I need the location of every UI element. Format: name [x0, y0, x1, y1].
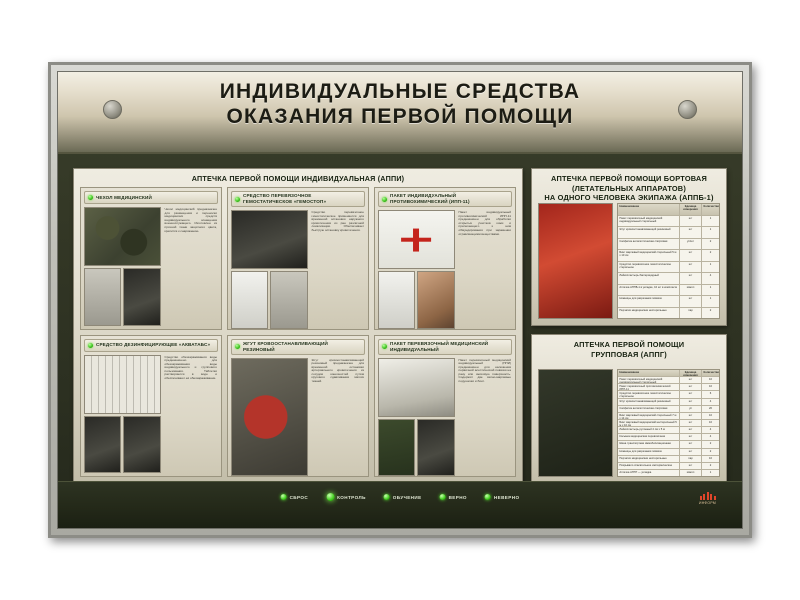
cell-name: Косынка медицинская перевязочная: [618, 434, 680, 440]
cell-qty: 10: [709, 385, 712, 389]
cell-name: Перчатки медицинские нестерильные: [618, 456, 680, 462]
panel-title-individual: АПТЕЧКА ПЕРВОЙ ПОМОЩИ ИНДИВИДУАЛЬНАЯ (АППИ): [191, 174, 405, 183]
cell-unit: шт: [680, 441, 702, 447]
cell-qty: 2: [709, 449, 712, 453]
panel-title-group: [532, 335, 726, 361]
group-body: [538, 369, 720, 477]
cell-label: ЧЕХОЛ МЕДИЦИНСКИЙ: [96, 194, 152, 200]
board-inner: [57, 71, 743, 529]
cell-body: [84, 355, 218, 474]
cell-unit: уп: [680, 406, 702, 412]
cell-unit: шт: [680, 227, 702, 238]
logo-bars-icon: [699, 491, 716, 500]
onboard-body: [538, 203, 720, 319]
cell-unit: шт: [680, 273, 702, 284]
photo-aquatabs-pack-2: [123, 416, 160, 473]
cell-name: Бинт марлевый медицинский стерильный 7 м х 14 см: [618, 413, 680, 419]
column-header-name: Наименование: [618, 204, 680, 215]
cell-unit: шт: [680, 262, 702, 273]
cell-unit: пар: [680, 308, 702, 319]
photo-medical-case: [84, 207, 161, 266]
panel-individual-kit: [73, 168, 523, 484]
cell-name: Бинт марлевый медицинский нестерильный 5 м х 10 см: [618, 420, 680, 426]
cell-description: Жгут кровоостанавливающий резиновый предназначен для временной остановки артериального кровотечения из сосудов конечностей путём кругового сдавливания мягких тканей.: [311, 357, 364, 384]
cell-unit: компл: [680, 285, 702, 296]
table-row: [618, 434, 719, 441]
logo-caption: ИНФОРМ: [699, 501, 716, 505]
cell-name: Покрывало спасательное изотермическое: [618, 463, 680, 469]
table-header-row: [618, 370, 719, 377]
cell-qty: 1: [709, 228, 712, 231]
cell-header: [84, 191, 218, 204]
cell-header: [231, 339, 365, 355]
group-title-2: ГРУППОВАЯ (АППГ): [591, 349, 667, 359]
photo-hemostop-pack: [231, 210, 308, 269]
photo-column: [378, 210, 455, 329]
green-led-icon: [485, 494, 491, 500]
green-led-icon: [382, 197, 387, 202]
cell-unit: компл: [680, 470, 702, 476]
item-grid: [80, 187, 516, 477]
cell-qty: 1: [709, 297, 712, 300]
control-strip: [58, 481, 742, 528]
table-row: [618, 456, 719, 463]
cell-name: Перчатки медицинские нестерильные: [618, 308, 680, 319]
control-buttons: [281, 493, 520, 501]
control-label: СБРОС: [289, 494, 309, 500]
board-content: [58, 154, 742, 528]
cell-header: [378, 191, 512, 207]
item-cell-aquatabs[interactable]: [80, 335, 222, 478]
green-led-icon: [384, 494, 390, 500]
cell-label: ПАКЕТ ПЕРЕВЯЗОЧНЫЙ МЕДИЦИНСКИЙ ИНДИВИДУАЛЬНЫЙ: [390, 340, 489, 352]
photo-hemostop-open: [231, 271, 268, 328]
cell-name: Средство перевязочное гемостатическое стерильное: [618, 391, 680, 397]
cell-qty: 10: [709, 456, 712, 460]
photo-ipp11-usage: [417, 271, 454, 328]
photo-row: [84, 268, 161, 325]
cell-name: Средство перевязочное гемостатическое стерильное: [618, 262, 680, 273]
cell-name: Салфетка антисептическая спиртовая: [618, 239, 680, 250]
cell-unit: пар: [680, 456, 702, 462]
column-header-qty: Количество: [703, 205, 719, 208]
onboard-title-2: (ЛЕТАТЕЛЬНЫХ АППАРАТОВ): [571, 183, 687, 193]
column-header-unit: Единица измерения: [680, 370, 702, 376]
cell-unit: шт: [680, 377, 702, 383]
table-row: [618, 463, 719, 470]
control-training[interactable]: [384, 494, 422, 500]
cell-qty: 2: [709, 239, 712, 243]
cell-unit: шт: [680, 427, 702, 433]
table-row: [618, 449, 719, 456]
table-row: [618, 296, 719, 308]
cell-unit: шт: [680, 413, 702, 419]
cell-unit: шт: [680, 391, 702, 397]
photo-row: [84, 416, 161, 473]
cell-qty: 1: [709, 216, 712, 220]
cell-description: Пакет индивидуальный противохимический ИПП-11 предназначен для обработки открытых участков кожи и прилегающего к ним обмундирования при заражении отравляющими веществами.: [458, 210, 511, 236]
cell-name: Ножницы для разрезания повязок: [618, 296, 680, 307]
control-label: НЕВЕРНО: [493, 494, 520, 500]
photo-ipp11-sachet: [378, 271, 415, 328]
cell-qty: 4: [709, 399, 712, 403]
green-led-icon: [235, 197, 240, 202]
cell-body: [378, 358, 512, 477]
green-led-icon: [281, 494, 287, 500]
cell-label: СРЕДСТВО ДЕЗИНФИЦИРУЮЩЕЕ «АКВАТАБС»: [96, 342, 211, 347]
green-led-icon: [382, 344, 387, 349]
panel-onboard-kit: [531, 168, 727, 326]
info-board: [48, 62, 752, 538]
table-row: [618, 427, 719, 434]
cell-qty: 1: [709, 285, 712, 289]
cell-unit: шт: [680, 434, 702, 440]
cell-unit: уп/шт: [680, 239, 702, 250]
photo-case-contents: [84, 268, 121, 325]
cell-unit: шт: [680, 449, 702, 455]
cell-name: Пакет перевязочный медицинский индивидуальный стерильный: [618, 216, 680, 227]
cell-name: Жгут кровоостанавливающий резиновый: [618, 227, 680, 238]
cell-name: Аптечка АППБ-1 в укладке, 10 шт в комплекте: [618, 285, 680, 296]
column-header-name: Наименование: [618, 370, 680, 376]
photo-aquatabs-pack-1: [84, 416, 121, 473]
cell-name: Бинт марлевый медицинский стерильный 5 м х 10 см: [618, 250, 680, 261]
control-incorrect[interactable]: [485, 494, 520, 500]
table-row: [618, 216, 719, 228]
table-row: [618, 391, 719, 398]
control-correct[interactable]: [440, 494, 467, 500]
cell-unit: шт: [680, 216, 702, 227]
item-cell-tourniquet[interactable]: [227, 335, 369, 478]
cell-qty: 2: [709, 463, 712, 467]
cell-label: СРЕДСТВО ПЕРЕВЯЗОЧНОЕ ГЕМОСТАТИЧЕСКОЕ «ГЕМОСТОП»: [243, 193, 327, 204]
cell-description: Чехол медицинский предназначен для размещения и переноски медицинских средств индивидуального оснащения военнослужащего. Изготовлен из прочной ткани защитного цвета, крепится к снаряжению.: [164, 207, 217, 233]
cell-header: [84, 339, 218, 352]
table-row: [618, 227, 719, 239]
photo-tourniquet: [231, 358, 308, 477]
green-led-icon: [88, 195, 93, 200]
cell-name: Салфетка антисептическая спиртовая: [618, 406, 680, 412]
photo-row: [378, 419, 455, 476]
table-row: [618, 413, 719, 420]
cell-qty: 4: [709, 274, 712, 277]
photo-row: [378, 271, 455, 328]
cell-description: Средство обеззараживания воды предназначено для обеззараживания воды индивидуального и группового пользования. Таблетки растворяются в воде и обеспечивают её обеззараживание.: [164, 354, 217, 381]
cell-qty: 10: [709, 413, 712, 417]
cell-unit: шт: [680, 296, 702, 307]
photo-column: [84, 207, 161, 326]
cell-body: [84, 207, 218, 326]
photo-dressing-pack: [378, 358, 455, 417]
table-row: [618, 406, 719, 413]
cell-qty: 10: [709, 378, 712, 382]
column-header-unit: Единица измерения: [680, 204, 702, 215]
title-line-1: ИНДИВИДУАЛЬНЫЕ СРЕДСТВА: [219, 80, 581, 103]
photo-dressing-bandage: [417, 419, 454, 476]
cell-qty: 2: [709, 251, 712, 254]
photo-hemostop-gauze: [270, 271, 307, 328]
control-label: ВЕРНО: [448, 494, 467, 500]
cell-body: [231, 358, 365, 477]
cell-body: [378, 210, 512, 329]
table-header-row: [618, 204, 719, 216]
cell-qty: 4: [709, 428, 712, 432]
onboard-title-1: АПТЕЧКА ПЕРВОЙ ПОМОЩИ БОРТОВАЯ: [551, 174, 707, 183]
table-row: [618, 273, 719, 285]
table-row: [618, 441, 719, 448]
table-row: [618, 262, 719, 274]
photo-ipp11-pack: [378, 210, 455, 269]
group-title-1: АПТЕЧКА ПЕРВОЙ ПОМОЩИ: [573, 340, 685, 349]
title-line-2: ОКАЗАНИЯ ПЕРВОЙ ПОМОЩИ: [226, 105, 574, 128]
green-led-icon: [440, 494, 446, 500]
manufacturer-logo: [699, 491, 716, 505]
control-label: КОНТРОЛЬ: [337, 494, 366, 500]
cell-unit: шт: [680, 399, 702, 405]
cell-unit: шт: [680, 250, 702, 261]
table-row: [618, 384, 719, 391]
cell-qty: 4: [709, 435, 712, 439]
control-reset[interactable]: [281, 494, 309, 500]
photo-onboard-kit: [538, 203, 613, 319]
table-row: [618, 377, 719, 384]
table-group-contents: [617, 369, 720, 477]
panel-title-onboard: [532, 169, 726, 205]
table-row: [618, 399, 719, 406]
item-cell-medical-case[interactable]: [80, 187, 222, 330]
cell-qty: 20: [709, 406, 712, 410]
cell-label: ПАКЕТ ИНДИВИДУАЛЬНЫЙ ПРОТИВОХИМИЧЕСКИЙ (ИПП-11): [390, 193, 470, 204]
item-cell-hemostatic[interactable]: [227, 187, 369, 330]
cell-qty: 6: [709, 392, 712, 396]
item-cell-ipp11[interactable]: [374, 187, 516, 330]
table-row: [618, 470, 719, 476]
cell-qty: 10: [709, 420, 712, 424]
cell-name: Аптечка АППГ — укладка: [618, 470, 680, 476]
photo-row: [231, 271, 308, 328]
photo-dressing-open: [378, 419, 415, 476]
green-led-icon: [326, 493, 334, 501]
cell-unit: шт: [680, 384, 702, 390]
cell-body: [231, 210, 365, 329]
green-led-icon: [235, 344, 240, 349]
cell-name: Шина транспортная иммобилизационная: [618, 441, 680, 447]
panel-group-kit: [531, 334, 727, 484]
photo-column: [231, 358, 308, 477]
cell-name: Пакет перевязочный медицинский индивидуальный стерильный: [618, 377, 680, 383]
photo-group-kit: [538, 369, 613, 477]
photo-column: [378, 358, 455, 477]
cell-name: Лейкопластырь рулонный 2 см х 5 м: [618, 427, 680, 433]
table-row: [618, 285, 719, 297]
cell-header: [378, 339, 512, 355]
photo-column: [84, 355, 161, 474]
cell-name: Жгут кровоостанавливающий резиновый: [618, 399, 680, 405]
cell-qty: 2: [709, 308, 712, 312]
cell-unit: шт: [680, 420, 702, 426]
table-onboard-contents: [617, 203, 720, 319]
cell-name: Лейкопластырь бактерицидный: [618, 273, 680, 284]
photo-case-folded: [123, 268, 160, 325]
cell-qty: 1: [709, 470, 712, 474]
table-row: [618, 239, 719, 251]
cell-header: [231, 191, 365, 207]
item-cell-dressing-pack[interactable]: [374, 335, 516, 478]
control-check[interactable]: [326, 493, 366, 501]
photo-aquatabs-strips: [84, 355, 161, 414]
board-header: [58, 72, 742, 154]
cell-label: ЖГУТ КРОВООСТАНАВЛИВАЮЩИЙ РЕЗИНОВЫЙ: [243, 340, 329, 352]
onboard-title-3: НА ОДНОГО ЧЕЛОВЕКА ЭКИПАЖА (АППБ-1): [544, 193, 714, 202]
cell-unit: шт: [680, 463, 702, 469]
cell-name: Пакет перевязочный противохимический ИПП-11: [618, 384, 680, 390]
photo-column: [231, 210, 308, 329]
table-row: [618, 250, 719, 262]
green-led-icon: [88, 343, 93, 348]
control-label: ОБУЧЕНИЕ: [392, 494, 422, 500]
cell-qty: 1: [709, 262, 712, 266]
cell-qty: 2: [709, 442, 712, 446]
cell-description: Пакет перевязочный медицинский индивидуальный (ППИ) предназначен для наложения первичной асептической повязки на рану или ожоговую поверхность. Содержит две ватно-марлевые подушечки и бинт.: [458, 357, 511, 384]
column-header-qty: Количество: [703, 371, 719, 374]
table-row: [618, 420, 719, 427]
cell-name: Ножницы для разрезания повязок: [618, 449, 680, 455]
table-row: [618, 308, 719, 319]
cell-description: Средство перевязочное гемостатическое применяется для временной остановки наружного кровотечения из ран различной локализации. Обеспечивает быструю остановку кровотечения.: [311, 210, 364, 232]
page-title: [58, 79, 742, 129]
